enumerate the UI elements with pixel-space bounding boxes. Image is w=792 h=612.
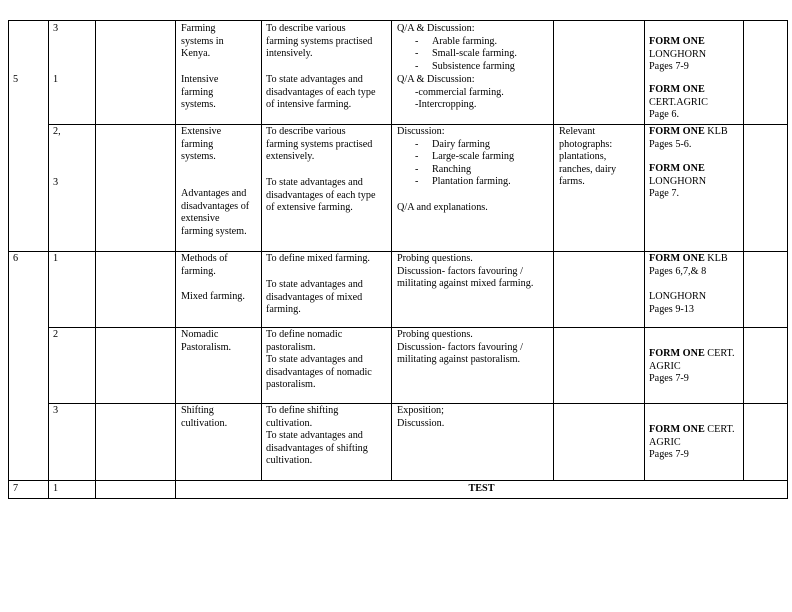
objective-line: To state advantages and	[266, 430, 363, 442]
objective-line: To define shifting	[266, 405, 339, 416]
activity-bullet: - Plantation farming.	[415, 176, 514, 189]
activity-line: Discussion- factors favouring /	[397, 265, 523, 277]
week-number: 5	[13, 74, 19, 85]
topic-line: Mixed farming.	[181, 291, 245, 302]
activities-heading: Discussion:	[397, 126, 445, 137]
activities	[397, 253, 533, 291]
activity-bullet: - Small-scale farming.	[415, 48, 517, 61]
activities-footer: Q/A and explanations.	[397, 202, 488, 213]
activity-bullet: - Large-scale farming	[415, 151, 514, 164]
objectives	[266, 126, 372, 164]
row-divider	[48, 327, 788, 328]
objective-line: disadvantages of mixed	[266, 291, 363, 303]
reference-line: AGRIC	[649, 436, 681, 448]
activity-line: Probing questions.	[397, 329, 473, 340]
objectives	[266, 279, 363, 317]
col-divider	[391, 20, 392, 480]
reference-line: AGRIC	[649, 360, 681, 372]
topic-line: farming system.	[181, 225, 247, 237]
topic-line: systems.	[181, 151, 216, 163]
objective-line: To state advantages and	[266, 279, 363, 290]
activity-line: -Intercropping.	[415, 99, 477, 111]
references	[649, 163, 706, 201]
topic	[181, 126, 221, 164]
references	[649, 348, 735, 386]
reference-bold: FORM ONE	[649, 126, 705, 137]
references	[649, 126, 728, 151]
lesson-number: 3	[53, 177, 59, 188]
lesson-number: 1	[53, 483, 59, 494]
activity-bullet: - Subsistence farming	[415, 61, 517, 74]
week-number: 6	[13, 253, 19, 264]
activities	[397, 329, 523, 367]
objective-line: disadvantages of each type	[266, 86, 376, 98]
topic	[181, 291, 245, 304]
topic-line: Pastoralism.	[181, 341, 232, 353]
lesson-number: 3	[53, 405, 59, 416]
objective-line: of extensive farming.	[266, 202, 353, 214]
topic-line: extensive	[181, 213, 220, 225]
topic-line: Methods of	[181, 253, 228, 264]
topic-line: Intensive	[181, 74, 219, 85]
activities-heading: Q/A & Discussion:	[397, 23, 475, 34]
resource-line: plantations,	[559, 151, 607, 163]
resources	[559, 126, 616, 189]
references	[649, 36, 706, 74]
reference-publisher: KLB	[704, 126, 728, 137]
objective-line: To state advantages and	[266, 354, 363, 366]
objective-line: To state advantages and	[266, 177, 363, 188]
reference-line: Pages 9-13	[649, 303, 694, 315]
activities	[397, 405, 444, 430]
reference-bold: FORM ONE	[649, 253, 705, 264]
lesson-number: 3	[53, 23, 59, 34]
reference-publisher: KLB	[704, 253, 728, 264]
topic	[181, 405, 227, 430]
reference-line: Pages 7-9	[649, 61, 689, 73]
objective-line: extensively.	[266, 151, 315, 163]
row-divider	[48, 403, 788, 404]
row-divider	[8, 251, 788, 252]
references	[649, 84, 708, 122]
activity-bullet: - Dairy farming	[415, 139, 514, 152]
row-divider	[8, 480, 788, 481]
activities	[397, 126, 514, 189]
objective-line: To define mixed farming.	[266, 253, 370, 264]
objective-line: farming.	[266, 304, 301, 316]
topic-line: farming	[181, 86, 214, 98]
objectives	[266, 74, 375, 112]
resource-line: ranches, dairy	[559, 163, 617, 175]
col-divider	[743, 20, 744, 480]
lesson-number: 2,	[53, 126, 61, 137]
reference-line: Page 7.	[649, 188, 679, 200]
objective-line: of intensive farming.	[266, 99, 352, 111]
objectives	[266, 23, 372, 61]
objective-line: intensively.	[266, 48, 313, 60]
activity-line: Discussion- factors favouring /	[397, 341, 523, 353]
lesson-number: 1	[53, 74, 59, 85]
objective-line: cultivation.	[266, 455, 313, 467]
activity-bullet: - Ranching	[415, 164, 514, 177]
objectives	[266, 253, 370, 266]
objectives	[266, 405, 368, 468]
reference-line: LONGHORN	[649, 48, 707, 60]
activity-line: Exposition;	[397, 405, 444, 416]
objective-line: disadvantages of each type	[266, 189, 376, 201]
topic-line: farming	[181, 138, 214, 150]
objective-line: To define nomadic	[266, 329, 343, 340]
lesson-number: 2	[53, 329, 59, 340]
reference-bold: FORM ONE	[649, 348, 705, 359]
objective-line: To state advantages and	[266, 74, 363, 85]
lesson-number: 1	[53, 253, 59, 264]
reference-line: Pages 6,7,& 8	[649, 265, 707, 277]
objective-line: pastoralism.	[266, 379, 316, 391]
references	[649, 424, 735, 462]
reference-line: Page 6.	[649, 109, 679, 121]
activity-line: militating against mixed farming.	[397, 278, 534, 290]
test-label: TEST	[468, 483, 495, 494]
objective-line: farming systems practised	[266, 35, 373, 47]
objective-line: pastoralism.	[266, 341, 316, 353]
topic-line: Advantages and	[181, 188, 247, 199]
col-divider	[8, 20, 9, 499]
topic-line: Kenya.	[181, 48, 211, 60]
reference-bold: FORM ONE	[649, 163, 705, 174]
topic-line: farming.	[181, 265, 216, 277]
col-divider	[261, 20, 262, 480]
activity-line: militating against pastoralism.	[397, 354, 521, 366]
row-divider	[48, 124, 788, 125]
activity-line: Discussion.	[397, 417, 445, 429]
topic-line: cultivation.	[181, 417, 228, 429]
topic	[181, 329, 231, 354]
table-border-right	[787, 20, 788, 499]
topic	[181, 188, 249, 238]
topic-line: Farming	[181, 23, 216, 34]
references	[649, 253, 728, 278]
activity-bullet: - Arable farming.	[415, 36, 517, 49]
table-border-bottom	[8, 498, 788, 499]
topic-line: systems in	[181, 35, 224, 47]
resource-line: farms.	[559, 176, 585, 188]
reference-publisher: CERT.	[704, 424, 735, 435]
objective-line: disadvantages of nomadic	[266, 366, 372, 378]
activities	[397, 74, 504, 112]
reference-line: CERT.AGRIC	[649, 96, 708, 108]
objective-line: To describe various	[266, 23, 346, 34]
week-number: 7	[13, 483, 19, 494]
scheme-of-work-table	[8, 20, 788, 500]
reference-bold: FORM ONE	[649, 424, 705, 435]
resource-line: Relevant	[559, 126, 596, 137]
topic	[181, 74, 218, 112]
reference-line: LONGHORN	[649, 291, 707, 302]
reference-line: Pages 7-9	[649, 449, 689, 461]
activities-heading: Q/A & Discussion:	[397, 74, 475, 85]
col-divider	[553, 20, 554, 480]
objectives	[266, 329, 372, 392]
objectives	[266, 177, 375, 215]
col-divider	[48, 20, 49, 499]
reference-line: LONGHORN	[649, 175, 707, 187]
topic	[181, 23, 224, 61]
objective-line: cultivation.	[266, 417, 313, 429]
topic-line: Nomadic	[181, 329, 219, 340]
references	[649, 291, 706, 316]
topic-line: disadvantages of	[181, 200, 250, 212]
activity-line: -commercial farming.	[415, 86, 504, 98]
reference-bold: FORM ONE	[649, 84, 705, 95]
col-divider	[175, 20, 176, 499]
reference-bold: FORM ONE	[649, 36, 705, 47]
reference-publisher: CERT.	[704, 348, 735, 359]
topic-line: Shifting	[181, 405, 214, 416]
topic-line: Extensive	[181, 126, 222, 137]
reference-line: Pages 5-6.	[649, 138, 692, 150]
objective-line: disadvantages of shifting	[266, 442, 368, 454]
activities	[397, 23, 517, 73]
col-divider	[644, 20, 645, 480]
topic	[181, 253, 228, 278]
objective-line: farming systems practised	[266, 138, 373, 150]
topic-line: systems.	[181, 99, 216, 111]
resource-line: photographs:	[559, 138, 613, 150]
activity-line: Probing questions.	[397, 253, 473, 264]
reference-line: Pages 7-9	[649, 373, 689, 385]
col-divider	[95, 20, 96, 499]
objective-line: To describe various	[266, 126, 346, 137]
table-border-top	[8, 20, 788, 21]
